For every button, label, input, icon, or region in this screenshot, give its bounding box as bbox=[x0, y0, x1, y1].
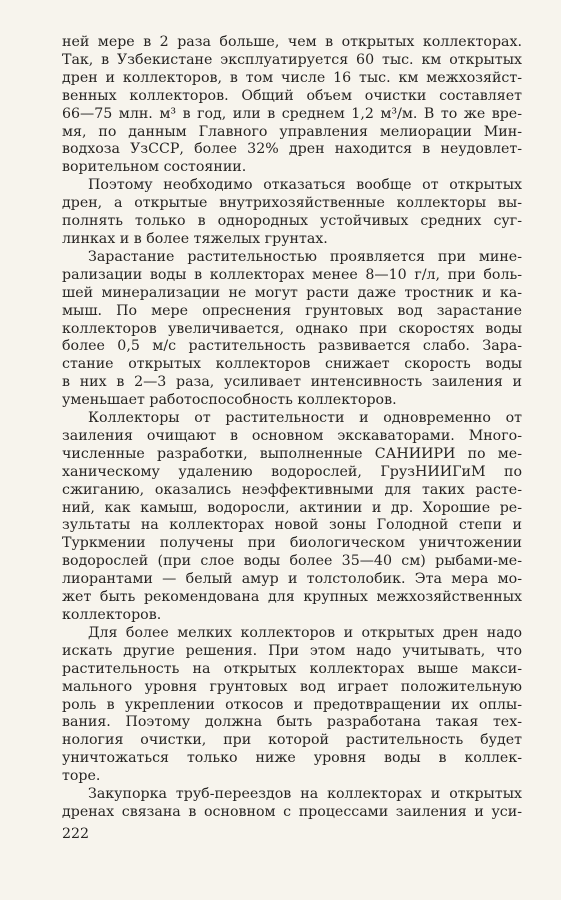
text-line: лиорантами — белый амур и толстолобик. Эта мера мо- bbox=[62, 571, 522, 588]
text-line: Закупорка труб-переездов на коллекторах и открытых bbox=[88, 786, 522, 803]
text-line: венных коллекторов. Общий объем очистки составляет bbox=[62, 87, 522, 104]
text-line: искать другие решения. При этом надо учитывать, что bbox=[62, 642, 522, 659]
text-line: сжиганию, оказались неэффективными для таких расте- bbox=[62, 481, 522, 498]
text-line: Для более мелких коллекторов и открытых дрен надо bbox=[88, 624, 522, 641]
text-line: мя, по данным Главного управления мелиорации Мин- bbox=[62, 123, 522, 140]
page-body bbox=[62, 34, 522, 822]
text-line: дрен, а открытые внутрихозяйственные коллекторы вы- bbox=[62, 195, 522, 212]
paragraph bbox=[62, 177, 522, 249]
text-line: нология очистки, при которой растительность будет bbox=[62, 732, 522, 749]
text-line: растительность на открытых коллекторах выше макси- bbox=[62, 660, 522, 677]
text-line: 66—75 млн. м³ в год, или в среднем 1,2 м³/м. В то же вре- bbox=[62, 105, 522, 122]
paragraph bbox=[62, 249, 522, 410]
text-line: мального уровня грунтовых вод играет положительную bbox=[62, 678, 522, 695]
text-line: ний, как камыш, водоросли, актинии и др. Хорошие ре- bbox=[62, 499, 522, 516]
text-line: заиления очищают в основном экскаваторами. Много- bbox=[62, 427, 522, 444]
text-line: Зарастание растительностью проявляется при мине- bbox=[88, 248, 522, 265]
text-line: роль в укреплении откосов и предотвращении их оплы- bbox=[62, 696, 522, 713]
text-line: ханическому удалению водорослей, ГрузНИИГиМ по bbox=[62, 463, 522, 480]
text-line: стание открытых коллекторов снижает скорость воды bbox=[62, 356, 522, 373]
text-line: торе. bbox=[62, 768, 101, 785]
text-line: Коллекторы от растительности и одновременно от bbox=[88, 410, 522, 427]
text-line: шей минерализации не могут расти даже тростник и ка- bbox=[62, 284, 522, 301]
text-line: Так, в Узбекистане эксплуатируется 60 тыс. км открытых bbox=[62, 51, 522, 68]
page-number: 222 bbox=[62, 826, 90, 842]
text-line: коллекторов увеличивается, однако при скоростях воды bbox=[62, 320, 522, 337]
paragraph bbox=[62, 410, 522, 625]
paragraph bbox=[62, 625, 522, 786]
paragraph bbox=[62, 786, 522, 822]
text-line: вания. Поэтому должна быть разработана такая тех- bbox=[62, 714, 522, 731]
text-line: Поэтому необходимо отказаться вообще от открытых bbox=[88, 177, 522, 194]
text-line: в них в 2—3 раза, усиливает интенсивность заиления и bbox=[62, 374, 522, 391]
text-line: численные разработки, выполненные САНИИРИ по ме- bbox=[62, 445, 522, 462]
text-line: водхоза УзССР, более 32% дрен находится в неудовлет- bbox=[62, 141, 522, 158]
text-line: ворительном состоянии. bbox=[62, 159, 247, 176]
text-line: зультаты на коллекторах новой зоны Голодной степи и bbox=[62, 517, 522, 534]
text-line: уменьшает работоспособность коллекторов. bbox=[62, 392, 397, 409]
text-line: уничтожаться только ниже уровня воды в коллек- bbox=[62, 750, 522, 767]
text-line: жет быть рекомендована для крупных межхозяйственных bbox=[62, 589, 522, 606]
text-line: линках и в более тяжелых грунтах. bbox=[62, 230, 328, 247]
text-line: полнять только в однородных устойчивых средних суг- bbox=[62, 213, 522, 230]
text-line: мыш. По мере опреснения грунтовых вод зарастание bbox=[62, 302, 522, 319]
text-line: рализации воды в коллекторах менее 8—10 г/л, при боль- bbox=[62, 266, 522, 283]
paragraph bbox=[62, 34, 522, 177]
text-line: водорослей (при слое воды более 35—40 см) рыбами-ме- bbox=[62, 553, 522, 570]
text-line: дренах связана в основном с процессами заиления и уси- bbox=[62, 803, 522, 820]
text-line: более 0,5 м/с растительность развивается слабо. Зара- bbox=[62, 338, 522, 355]
text-line: Туркмении получены при биологическом уничтожении bbox=[62, 535, 522, 552]
text-line: коллекторов. bbox=[62, 607, 162, 623]
text-line: дрен и коллекторов, в том числе 16 тыс. км межхозяйст- bbox=[62, 69, 522, 86]
text-line: ней мере в 2 раза больше, чем в открытых коллекторах. bbox=[62, 34, 522, 50]
